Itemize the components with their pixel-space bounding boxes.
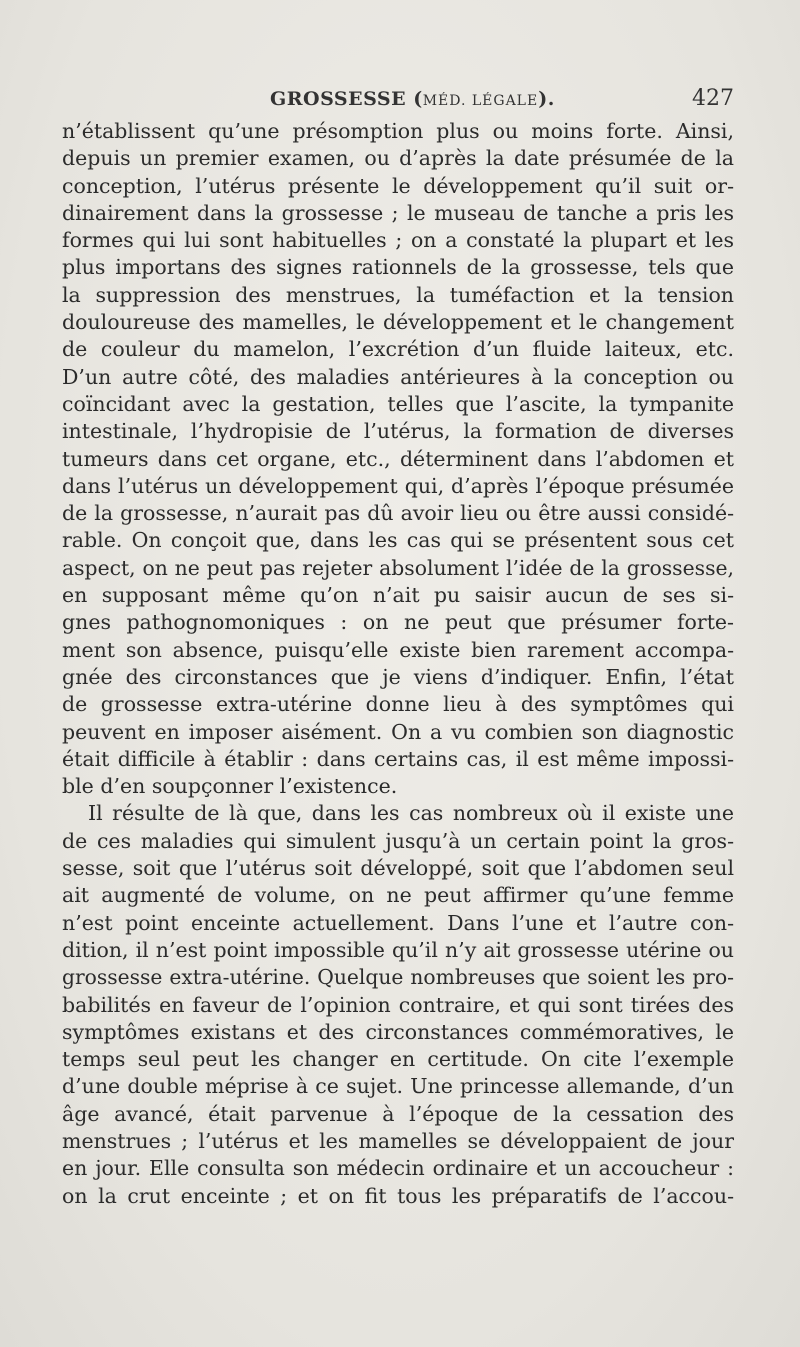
text-line: peuvent en imposer aisément. On a vu combien son diagnostic xyxy=(62,719,734,744)
text-line: symptômes existans et des circonstances commémoratives, le xyxy=(62,1019,734,1044)
text-line: depuis un premier examen, ou d’après la date présumée de la xyxy=(62,146,734,171)
text-line: ble d’en soupçonner l’existence. xyxy=(62,774,398,799)
running-head xyxy=(270,88,555,110)
text-line: tumeurs dans cet organe, etc., déterminent dans l’abdomen et xyxy=(62,446,734,471)
text-line: aspect, on ne peut pas rejeter absolument l’idée de la grossesse, xyxy=(62,555,734,580)
text-line: de grossesse extra-utérine donne lieu à des symptômes qui xyxy=(62,692,734,717)
text-line: en supposant même qu’on n’ait pu saisir aucun de ses si- xyxy=(62,583,734,608)
text-line: formes qui lui sont habituelles ; on a constaté la plupart et les xyxy=(62,228,734,253)
text-line: ait augmenté de volume, on ne peut affirmer qu’une femme xyxy=(62,883,734,908)
text-line: de la grossesse, n’aurait pas dû avoir lieu ou être aussi considé- xyxy=(62,501,734,526)
text-line: d’une double méprise à ce sujet. Une princesse allemande, d’un xyxy=(62,1074,734,1099)
text-line: D’un autre côté, des maladies antérieures à la conception ou xyxy=(62,364,734,389)
text-line: menstrues ; l’utérus et les mamelles se développaient de jour xyxy=(62,1128,734,1153)
text-line: âge avancé, était parvenue à l’époque de la cessation des xyxy=(62,1101,734,1126)
text-line: intestinale, l’hydropisie de l’utérus, la formation de diverses xyxy=(62,419,734,444)
text-line: plus importans des signes rationnels de la grossesse, tels que xyxy=(62,255,734,280)
page-header xyxy=(62,86,734,116)
page-number: 427 xyxy=(692,86,734,111)
text-line: n’est point enceinte actuellement. Dans l’une et l’autre con- xyxy=(62,910,734,935)
body-text xyxy=(62,118,734,1210)
text-line: la suppression des menstrues, la tuméfaction et la tension xyxy=(62,282,734,307)
text-line: gnée des circonstances que je viens d’indiquer. Enfin, l’état xyxy=(62,664,734,689)
text-line: on la crut enceinte ; et on fit tous les préparatifs de l’accou- xyxy=(62,1183,734,1208)
text-line: temps seul peut les changer en certitude. On cite l’exemple xyxy=(62,1047,734,1072)
text-line: sesse, soit que l’utérus soit développé, soit que l’abdomen seul xyxy=(62,856,734,881)
text-line: rable. On conçoit que, dans les cas qui se présentent sous cet xyxy=(62,528,734,553)
text-line: ment son absence, puisqu’elle existe bien rarement accompa- xyxy=(62,637,734,662)
paragraph-1 xyxy=(62,118,734,800)
text-line: dans l’utérus un développement qui, d’après l’époque présumée xyxy=(62,473,734,498)
text-line: coïncidant avec la gestation, telles que l’ascite, la tympanite xyxy=(62,391,734,416)
text-line: douloureuse des mamelles, le développement et le changement xyxy=(62,310,734,335)
running-head-small-caps: MÉD. LÉGALE xyxy=(422,93,539,109)
text-line: conception, l’utérus présente le développement qu’il suit or- xyxy=(62,173,734,198)
running-head-main: GROSSESSE ( xyxy=(270,88,423,110)
text-line: Il résulte de là que, dans les cas nombreux où il existe une xyxy=(88,801,734,826)
running-head-end: ). xyxy=(538,88,555,110)
text-line: était difficile à établir : dans certains cas, il est même impossi- xyxy=(62,746,734,771)
text-line: n’établissent qu’une présomption plus ou moins forte. Ainsi, xyxy=(62,119,734,143)
text-line: dinairement dans la grossesse ; le museau de tanche a pris les xyxy=(62,200,734,225)
text-line: babilités en faveur de l’opinion contraire, et qui sont tirées des xyxy=(62,992,734,1017)
text-line: grossesse extra-utérine. Quelque nombreuses que soient les pro- xyxy=(62,965,734,990)
text-line: de couleur du mamelon, l’excrétion d’un fluide laiteux, etc. xyxy=(62,337,734,362)
paragraph-2 xyxy=(62,800,734,1209)
text-line: dition, il n’est point impossible qu’il n’y ait grossesse utérine ou xyxy=(62,937,734,962)
text-line: gnes pathognomoniques : on ne peut que présumer forte- xyxy=(62,610,734,635)
text-line: de ces maladies qui simulent jusqu’à un certain point la gros- xyxy=(62,828,734,853)
text-line: en jour. Elle consulta son médecin ordinaire et un accoucheur : xyxy=(62,1156,734,1181)
